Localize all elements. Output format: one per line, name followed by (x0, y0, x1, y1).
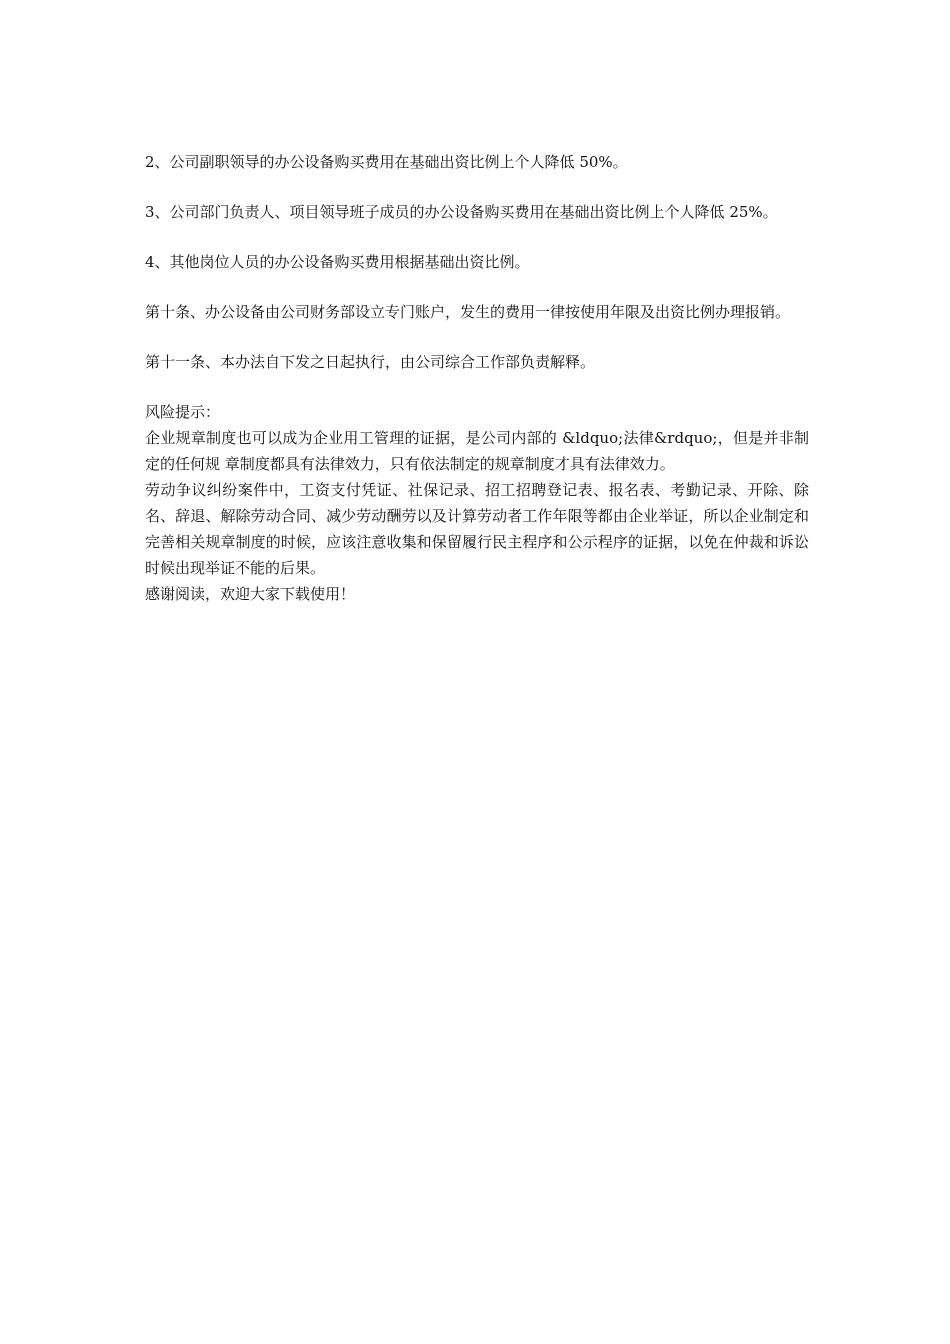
clause-3-paragraph: 3、公司部门负责人、项目领导班子成员的办公设备购买费用在基础出资比例上个人降低 25%。 (145, 203, 778, 221)
article-11-paragraph: 第十一条、本办法自下发之日起执行，由公司综合工作部负责解释。 (145, 353, 596, 371)
risk-paragraph-1: 企业规章制度也可以成为企业用工管理的证据，是公司内部的 &ldquo;法律&rdquo;，但是并非制定的任何规 章制度都具有法律效力，只有依法制定的规章制度才具有法律效力。 (145, 429, 809, 473)
clause-4-paragraph: 4、其他岗位人员的办公设备购买费用根据基础出资比例。 (145, 253, 530, 271)
article-10-paragraph: 第十条、办公设备由公司财务部设立专门账户，发生的费用一律按使用年限及出资比例办理报销。 (145, 303, 791, 321)
risk-heading: 风险提示： (145, 403, 221, 421)
closing-line: 感谢阅读，欢迎大家下载使用！ (145, 585, 356, 603)
clause-2-paragraph: 2、公司副职领导的办公设备购买费用在基础出资比例上个人降低 50%。 (145, 153, 628, 171)
risk-paragraph-2: 劳动争议纠纷案件中，工资支付凭证、社保记录、招工招聘登记表、报名表、考勤记录、开除、除名、辞退、解除劳动合同、减少劳动酬劳以及计算劳动者工作年限等都由企业举证，所以企业制定和完善相关规章制度的时候，应该注意收集和保留履行民主程序和公示程序的证据，以免在仲裁和诉讼时候出现举证不能的后果。 (145, 481, 809, 577)
document-body (145, 149, 809, 607)
risk-notice (145, 399, 809, 607)
